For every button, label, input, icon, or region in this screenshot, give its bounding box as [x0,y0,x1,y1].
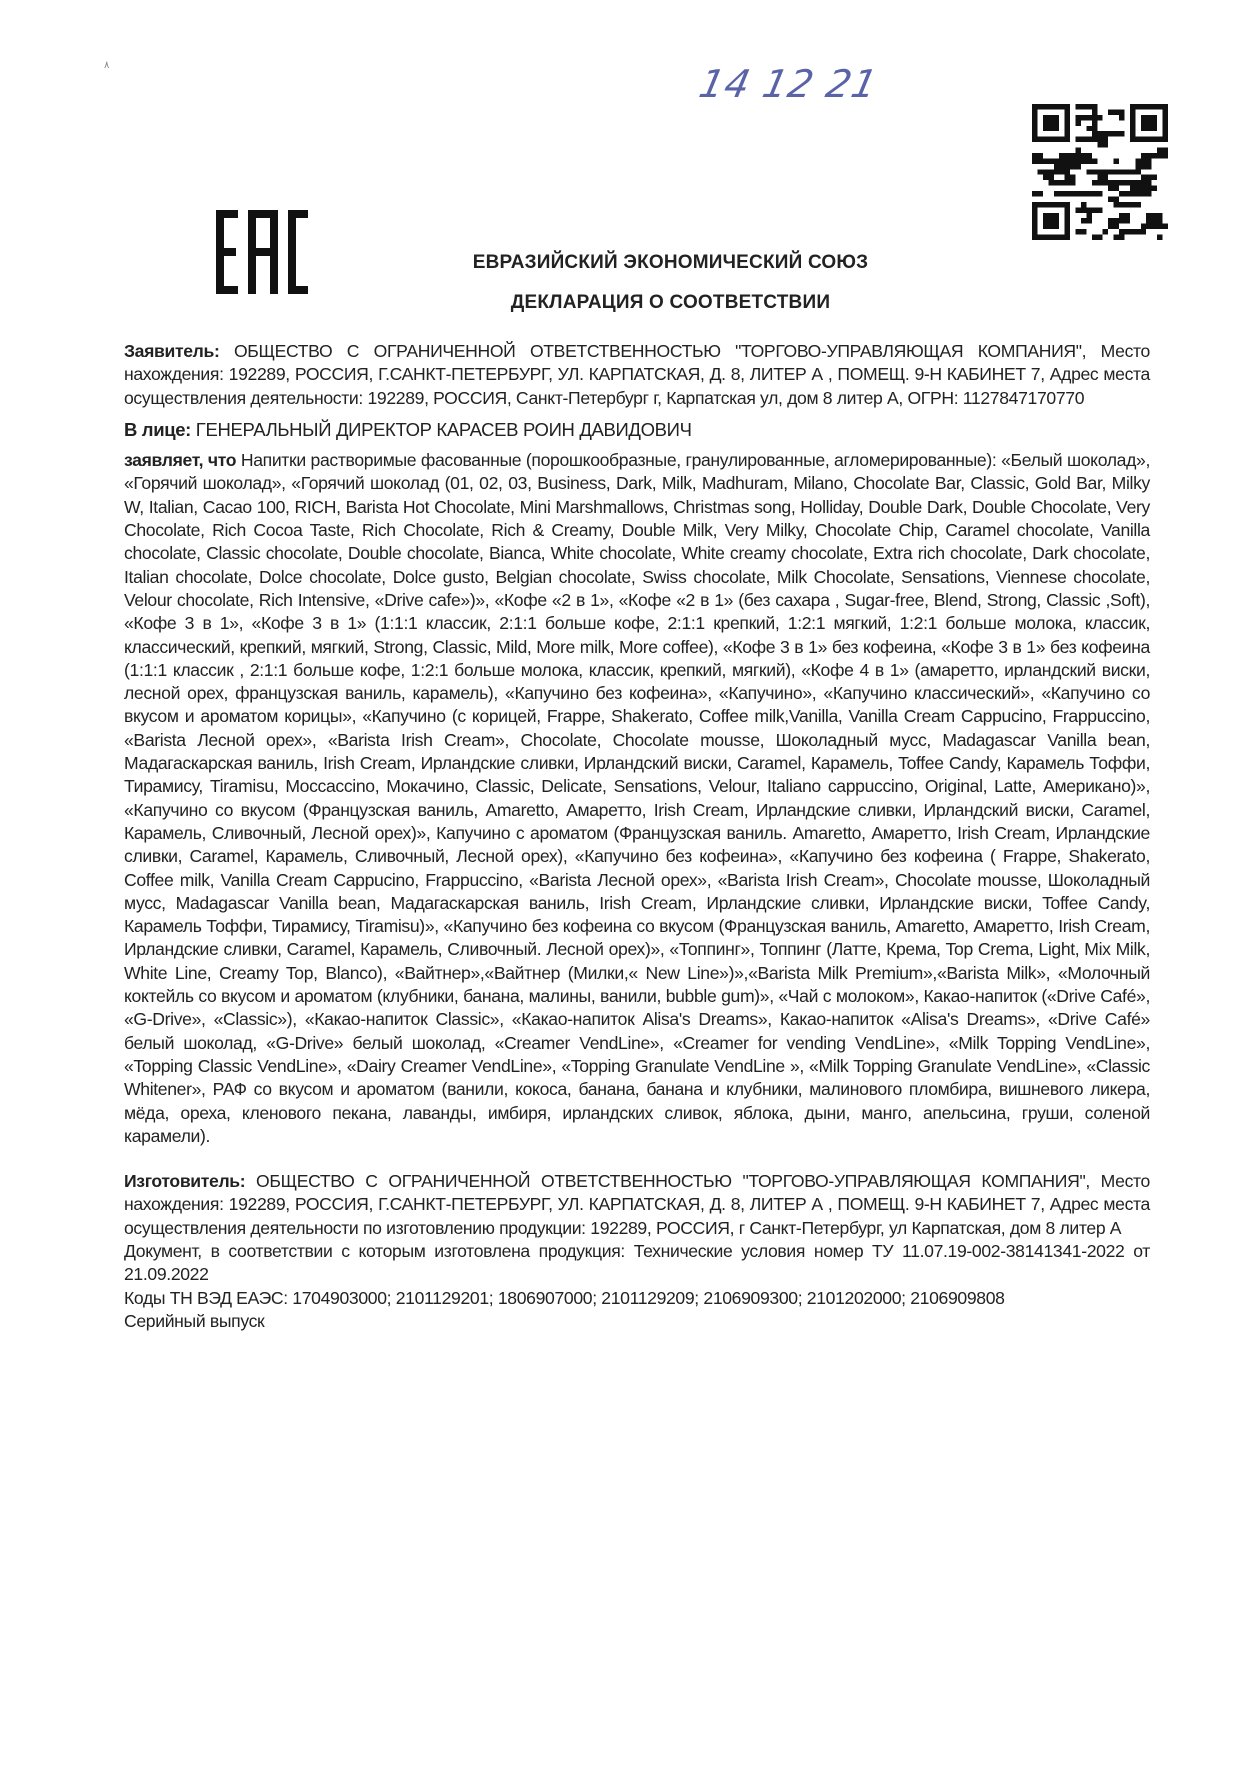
tnved-codes: Коды ТН ВЭД ЕАЭС: 1704903000; 2101129201; 1806907000; 2101129209; 2106909300; 2101202000; 2106909808 [124,1287,1005,1308]
declares-paragraph [124,449,1150,1148]
document-title: ДЕКЛАРАЦИЯ О СООТВЕТСТВИИ [510,292,831,313]
manufacturer-paragraph [124,1170,1150,1240]
represented-text: ГЕНЕРАЛЬНЫЙ ДИРЕКТОР КАРАСЕВ РОИН ДАВИДОВИЧ [191,418,692,440]
declares-label: заявляет, что [124,450,237,471]
document-basis: Документ, в соответствии с которым изготовлена продукция: Технические условия номер ТУ 11.07.19-002-38141341-2022 от 21.09.2022 [124,1240,1150,1285]
union-heading: ЕВРАЗИЙСКИЙ ЭКОНОМИЧЕСКИЙ СОЮЗ [472,252,869,273]
applicant-label: Заявитель: [124,341,220,361]
manufacturer-label: Изготовитель: [124,1171,246,1192]
applicant-paragraph [124,340,1150,410]
represented-paragraph [124,418,1150,441]
manufacturer-text: ОБЩЕСТВО С ОГРАНИЧЕННОЙ ОТВЕТСТВЕННОСТЬЮ "ТОРГОВО-УПРАВЛЯЮЩАЯ КОМПАНИЯ", Место нахождения: 192289, РОССИЯ, Г.САНКТ-ПЕТЕРБУРГ, УЛ. КАРПАТСКАЯ, Д. 8, ЛИТЕР А , ПОМЕЩ. 9-Н КАБИНЕТ 7, Адрес места осуществления деятельности по изготовлению продукции: 192289, РОССИЯ, г Санкт-Петербург, ул Карпатская, дом 8 литер А [124,1171,1150,1238]
declares-text: Напитки растворимые фасованные (порошкообразные, гранулированные, агломерированные): «Белый шоколад», «Горячий шоколад», «Горячий шоколад (01, 02, 03, Business, Dark, Milk, Madhuram, Milano, Chocolate Bar, Classic, Gold Bar, Milky W, Italian, Cacao 100, RICH, Barista Hot Chocolate, Mini Marshmallows, Christmas song, Holliday, Double Dark, Double Chocolate, Very Chocolate, Rich Cocoa Taste, Rich Chocolate, Rich & Creamy, Double Milk, Very Milky, Chocolate Chip, Caramel chocolate, Vanilla chocolate, Classic chocolate, Double chocolate, Bianca, White chocolate, White creamy chocolate, Extra rich chocolate, Dark chocolate, Italian chocolate, Dolce chocolate, Dolce gusto, Belgian chocolate, Swiss chocolate, Milk Chocolate, Sensations, Viennese chocolate, Velour chocolate, Rich Intensive, «Drive cafe»)», «Кофе «2 в 1», «Кофе «2 в 1» (без сахара , Sugar-free, Blend, Strong, Classic ,Soft), «Кофе 3 в 1», «Кофе 3 в 1» (1:1:1 классик, 2:1:1 больше кофе, 2:1:1 крепкий, 1:2:1 мягкий, 1:2:1 больше молока, классик, классический, крепкий, мягкий, Strong, Classic, Mild, More milk, More coffee), «Кофе 3 в 1» без кофеина, «Кофе 3 в 1» без кофеина (1:1:1 классик , 2:1:1 больше кофе, 1:2:1 больше молока, классик, крепкий, мягкий), «Кофе 4 в 1» (амаретто, ирландский виски, лесной орех, французская ваниль, карамель), «Капучино без кофеина», «Капучино», «Капучино классический», «Капучино со вкусом и ароматом корицы», «Капучино (с корицей, Frappe, Shakerato, Coffee milk,Vanilla, Vanilla Cream Cappucino, Frappuccino, «Barista Лесной орех», «Barista Irish Cream», Chocolate, Chocolate mousse, Шоколадный мусс, Madagascar Vanilla bean, Мадагаскарская ваниль, Irish Cream, Ирландские сливки, Ирландский виски, Caramel, Карамель, Toffee Candy, Карамель Тоффи, Тирамису, Tiramisu, Moccaccino, Мокачино, Classic, Delicate, Sensations, Velour, Italiano cappuccino, Original, Latte, Американо)», «Капучино со вкусом (Французская ваниль, Amaretto, Амаретто, Irish Cream, Ирландские сливки, Ирландский виски, Caramel, Карамель, Сливочный, Лесной орех)», Капучино с ароматом (Французская ваниль. Amaretto, Амаретто, Irish Cream, Ирландские сливки, Caramel, Карамель, Сливочный, Лесной орех), «Капучино без кофеина», «Капучино без кофеина ( Frappe, Shakerato, Coffee milk, Vanilla Cream Cappucino, Frappuccino, «Barista Лесной орех», «Barista Irish Cream», Chocolate mousse, Шоколадный мусс, Madagascar Vanilla bean, Мадагаскарская ваниль, Irish Cream, Ирландские сливки, Ирландские виски, Toffee Candy, Карамель Тоффи, Тирамису, Tiramisu)», «Капучино без кофеина со вкусом (Французская ваниль, Amaretto, Амаретто, Irish Cream, Ирландские сливки, Caramel, Карамель, Сливочный. Лесной орех)», «Топпинг», Топпинг (Латте, Крема, Top Crema, Light, Mix Milk, White Line, Creamy Top, Blanco), «Вайтнер»,«Вайтнер (Милки,« New Line»)»,«Barista Milk Premium»,«Barista Milk», «Молочный коктейль со вкусом и ароматом (клубники, банана, малины, ванили, bubble gum)», «Чай с молоком», Какао-напиток («Drive Café», «G-Drive», «Classic»), «Какао-напиток Classic», «Какао-напиток Alisa's Dreams», Какао-напиток «Alisa's Dreams», «Drive Café» белый шоколад, «G-Drive» белый шоколад, «Creamer VendLine», «Creamer for vending VendLine», «Milk Topping VendLine», «Topping Classic VendLine», «Dairy Creamer VendLine», «Topping Granulate VendLine », «Milk Topping Granulate VendLine», «Classic Whitener», РАФ со вкусом и ароматом (ванили, кокоса, банана, банана и клубники, малинового пломбира, вишневого ликера, мёда, ореха, кленового пекана, лаванды, имбиря, ирландских сливок, яблока, дыни, манго, апельсина, груши, соленой карамели). [124,450,1150,1146]
handwritten-note: 14 12 21 [695,62,882,106]
production-type: Серийный выпуск [124,1310,265,1331]
represented-label: В лице: [124,418,191,440]
qr-code [1032,104,1168,240]
scan-mark: ٨ [104,60,110,71]
declaration-body [124,340,1150,1333]
applicant-text: ОБЩЕСТВО С ОГРАНИЧЕННОЙ ОТВЕТСТВЕННОСТЬЮ "ТОРГОВО-УПРАВЛЯЮЩАЯ КОМПАНИЯ", Место нахождения: 192289, РОССИЯ, Г.САНКТ-ПЕТЕРБУРГ, УЛ. КАРПАТСКАЯ, Д. 8, ЛИТЕР А , ПОМЕЩ. 9-Н КАБИНЕТ 7, Адрес места осуществления деятельности: 192289, РОССИЯ, Санкт-Петербург г, Карпатская ул, дом 8 литер А, ОГРН: 1127847170770 [124,341,1150,408]
